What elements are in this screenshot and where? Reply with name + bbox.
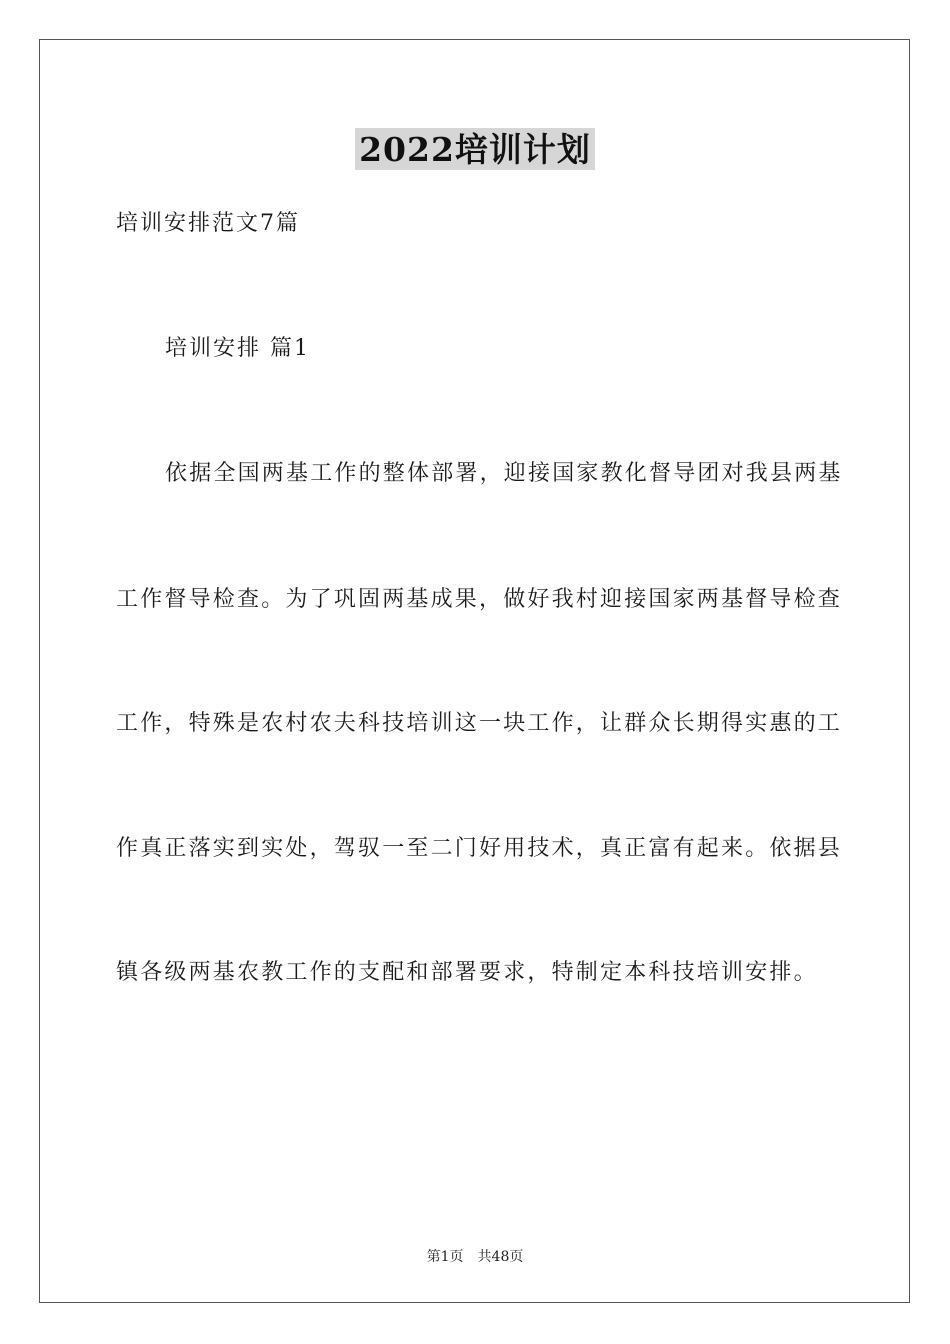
document-title: 2022培训计划 (355, 128, 595, 170)
page-number: 第1页 (426, 1249, 464, 1265)
section-heading: 培训安排 篇1 (165, 336, 310, 361)
title-container (0, 128, 950, 170)
paragraph-line: 工作督导检查。为了巩固两基成果，做好我村迎接国家两基督导检查 (116, 587, 843, 612)
paragraph-line: 工作，特殊是农村农夫科技培训这一块工作，让群众长期得实惠的工 (116, 711, 843, 736)
paragraph-line: 依据全国两基工作的整体部署，迎接国家教化督导团对我县两基 (165, 461, 843, 486)
document-subtitle: 培训安排范文7篇 (116, 211, 300, 236)
paragraph-line: 作真正落实到实处，驾驭一至二门好用技术，真正富有起来。依据县 (116, 836, 843, 861)
page-footer (0, 1247, 950, 1267)
page-total: 共48页 (477, 1249, 524, 1265)
paragraph-line: 镇各级两基农教工作的支配和部署要求，特制定本科技培训安排。 (116, 960, 818, 985)
